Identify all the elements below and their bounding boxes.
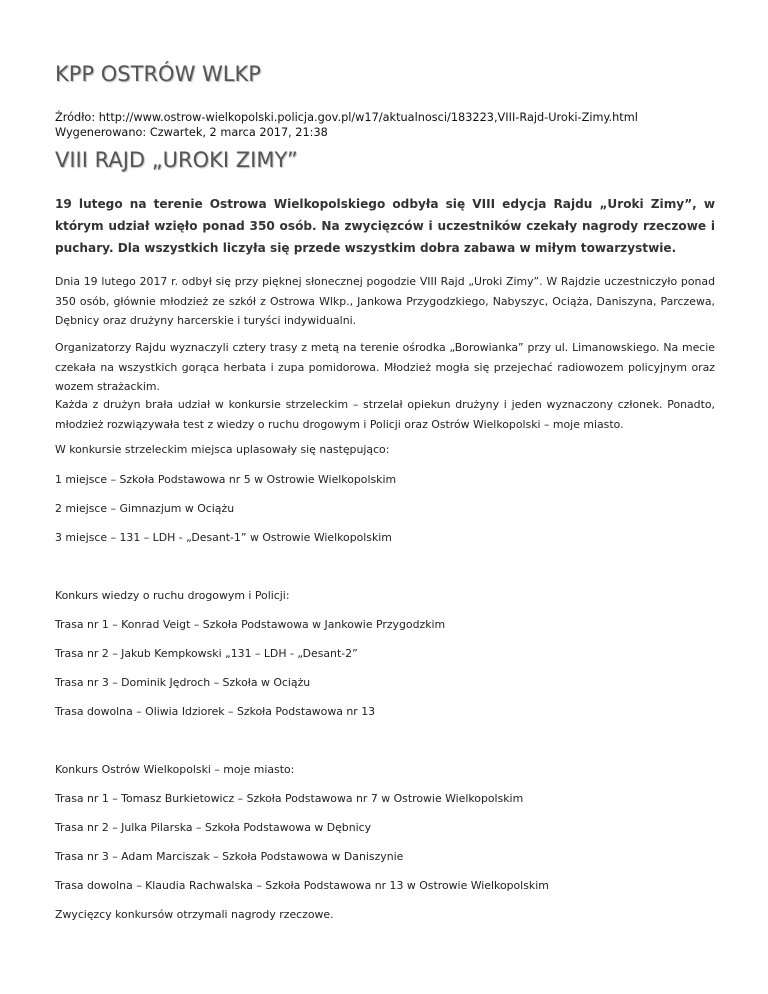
generated-line: Wygenerowano: Czwartek, 2 marca 2017, 21:38: [55, 126, 328, 139]
article-lead: 19 lutego na terenie Ostrowa Wielkopolskiego odbyła się VIII edycja Rajdu „Uroki Zimy”, w którym udział wzięło ponad 350 osób. Na zwycięzców i uczestników czekały nagrody rzeczowe i puchary. Dla wszystkich liczyła się przede wszystkim dobra zabawa w miłym towarzystwie.: [55, 197, 715, 255]
list-item: 1 miejsce – Szkoła Podstawowa nr 5 w Ostrowie Wielkopolskim: [55, 473, 397, 486]
list-item: 2 miejsce – Gimnazjum w Ociążu: [55, 502, 235, 515]
document-meta: [55, 110, 638, 140]
article-title: VIII RAJD „UROKI ZIMY”: [55, 148, 298, 172]
list-item: 3 miejsce – 131 – LDH - „Desant-1” w Ostrowie Wielkopolskim: [55, 531, 392, 544]
source-line: Źródło: http://www.ostrow-wielkopolski.policja.gov.pl/w17/aktualnosci/183223,VIII-Rajd-Uroki-Zimy.html: [55, 111, 638, 124]
list-item: Trasa nr 2 – Julka Pilarska – Szkoła Podstawowa w Dębnicy: [55, 821, 372, 834]
closing-text: Zwycięzcy konkursów otrzymali nagrody rzeczowe.: [55, 908, 334, 921]
article-paragraph: Dnia 19 lutego 2017 r. odbył się przy pięknej słonecznej pogodzie VIII Rajd „Uroki Zimy”. W Rajdzie uczestniczyło ponad 350 osób, głównie młodzież ze szkół z Ostrowa Wlkp., Jankowa Przygodzkiego, Nabyszyc, Ociąża, Daniszyna, Parczewa, Dębnicy oraz drużyny harcerskie i turyści indywidualni.: [55, 275, 715, 327]
list-item: Trasa dowolna – Klaudia Rachwalska – Szkoła Podstawowa nr 13 w Ostrowie Wielkopolskim: [55, 879, 549, 892]
list-item: Trasa nr 3 – Adam Marciszak – Szkoła Podstawowa w Daniszynie: [55, 850, 404, 863]
shooting-intro: W konkursie strzeleckim miejsca uplasowały się następująco:: [55, 443, 390, 456]
article-paragraph: Organizatorzy Rajdu wyznaczyli cztery trasy z metą na terenie ośrodka „Borowianka” przy ul. Limanowskiego. Na mecie czekała na wszystkich gorąca herbata i zupa pomidorowa. Młodzież mogła się przejechać radiowozem policyjnym oraz wozem strażackim.: [55, 341, 715, 393]
list-item: Trasa nr 3 – Dominik Jędroch – Szkoła w Ociążu: [55, 676, 311, 689]
list-item: Trasa nr 2 – Jakub Kempkowski „131 – LDH - „Desant-2”: [55, 647, 358, 660]
site-title: KPP OSTRÓW WLKP: [55, 62, 261, 86]
list-item: Trasa nr 1 – Tomasz Burkietowicz – Szkoła Podstawowa nr 7 w Ostrowie Wielkopolskim: [55, 792, 524, 805]
list-item: Trasa nr 1 – Konrad Veigt – Szkoła Podstawowa w Jankowie Przygodzkim: [55, 618, 446, 631]
city-intro: Konkurs Ostrów Wielkopolski – moje miasto:: [55, 763, 295, 776]
article-paragraph: Każda z drużyn brała udział w konkursie strzeleckim – strzelał opiekun drużyny i jeden wyznaczony członek. Ponadto, młodzież rozwiązywała test z wiedzy o ruchu drogowym i Policji oraz Ostrów Wielkopolski – moje miasto.: [55, 398, 715, 431]
list-item: Trasa dowolna – Oliwia Idziorek – Szkoła Podstawowa nr 13: [55, 705, 376, 718]
traffic-intro: Konkurs wiedzy o ruchu drogowym i Policji:: [55, 589, 290, 602]
